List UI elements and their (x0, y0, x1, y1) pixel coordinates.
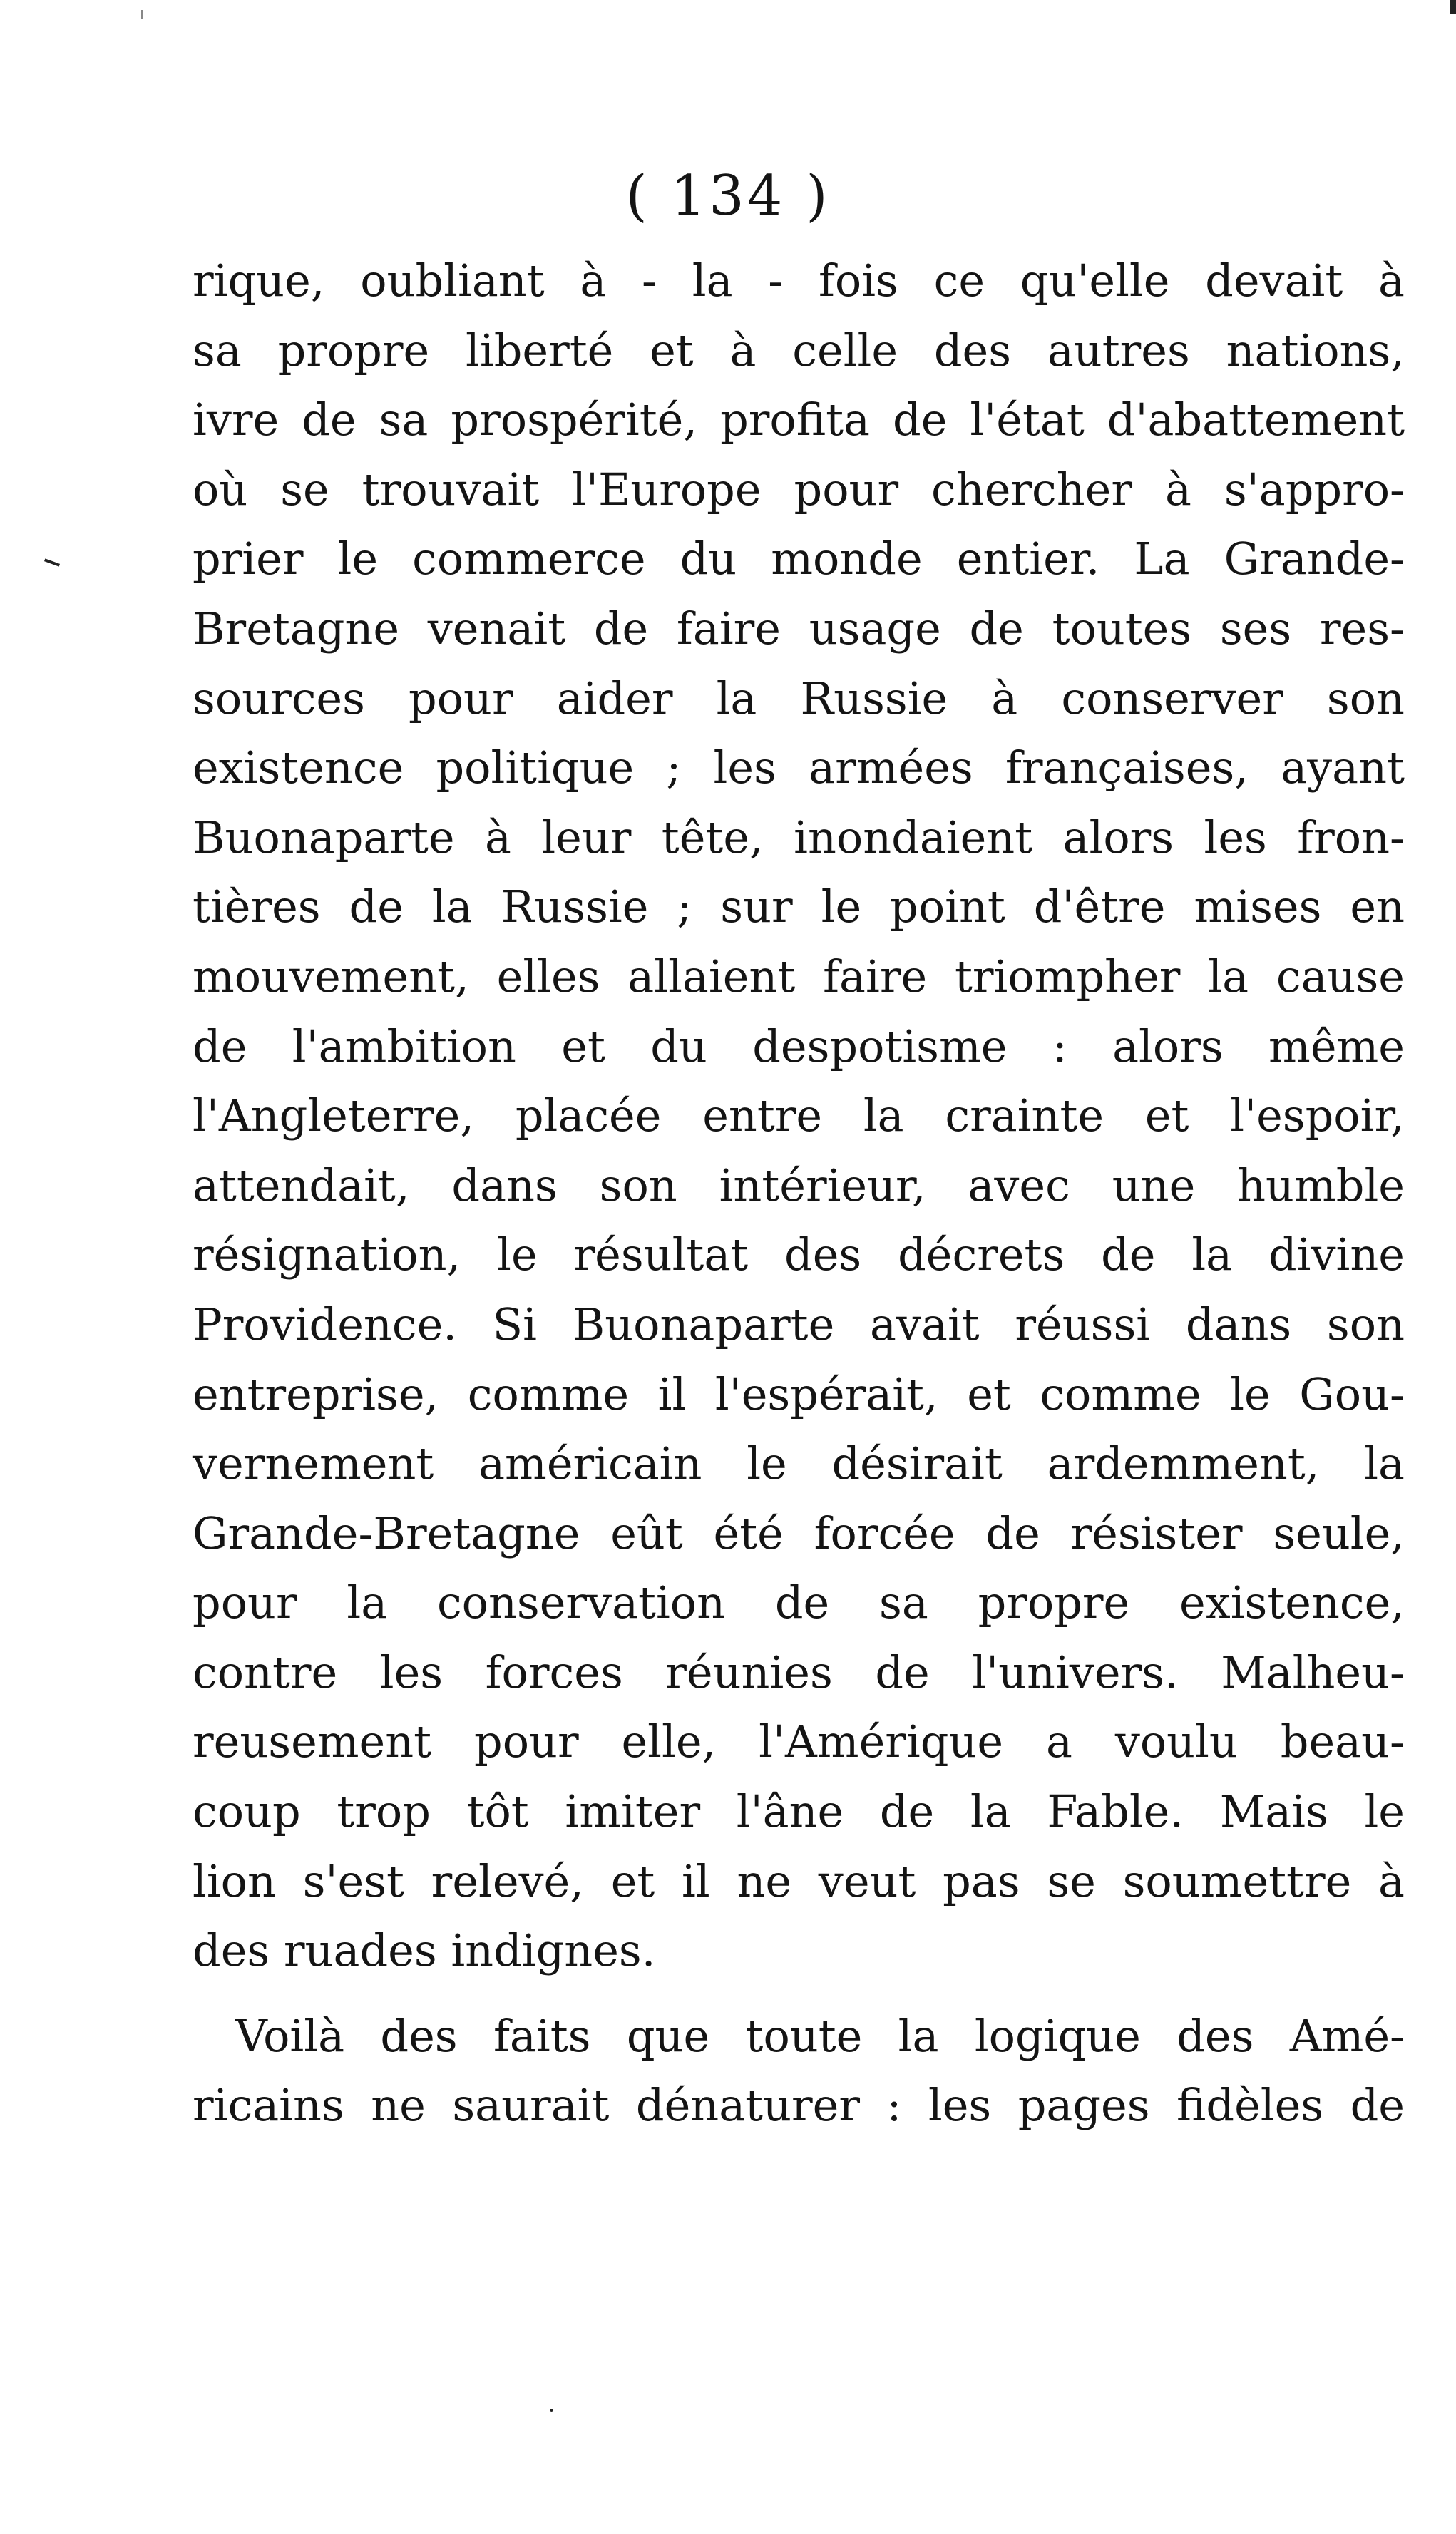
text-line: Bretagne venait de faire usage de toutes ses res- (193, 602, 1405, 655)
text-line: rique, oubliant à - la - fois ce qu'elle devait à (193, 255, 1405, 307)
text-line: existence politique ; les armées françaises, ayant (193, 742, 1405, 794)
text-line: entreprise, comme il l'espérait, et comme le Gou- (193, 1368, 1405, 1420)
text-line: Voilà des faits que toute la logique des Amé- (235, 2009, 1405, 2062)
text-line: lion s'est relevé, et il ne veut pas se soumettre à (193, 1855, 1405, 1907)
text-line: ivre de sa prospérité, profita de l'état d'abattement (193, 394, 1405, 446)
text-line: Grande-Bretagne eût été forcée de résister seule, (193, 1507, 1405, 1559)
text-line: où se trouvait l'Europe pour chercher à s'appro- (193, 463, 1405, 515)
scan-edge-mark (1450, 0, 1456, 14)
body-text (193, 246, 1405, 2140)
text-line: de l'ambition et du despotisme : alors même (193, 1020, 1405, 1072)
text-line: l'Angleterre, placée entre la crainte et l'espoir, (193, 1089, 1405, 1142)
text-line: Providence. Si Buonaparte avait réussi dans son (193, 1298, 1405, 1350)
paragraph-2 (193, 2001, 1405, 2140)
scan-speck (141, 10, 143, 19)
text-line: sa propre liberté et à celle des autres nations, (193, 324, 1405, 376)
text-line: Buonaparte à leur tête, inondaient alors les fron- (193, 811, 1405, 863)
text-line: mouvement, elles allaient faire triompher la cause (193, 950, 1405, 1002)
text-line: résignation, le résultat des décrets de la divine (193, 1228, 1405, 1281)
text-line: vernement américain le désirait ardemment, la (193, 1437, 1405, 1490)
text-line: reusement pour elle, l'Amérique a voulu beau- (193, 1715, 1405, 1768)
text-line: sources pour aider la Russie à conserver son (193, 672, 1405, 724)
page-number: ( 134 ) (625, 164, 831, 228)
text-line: des ruades indignes. (193, 1924, 656, 1977)
text-line: ricains ne saurait dénaturer : les pages fidèles de (193, 2079, 1405, 2132)
paragraph-gap (193, 1986, 1405, 2001)
text-line: tières de la Russie ; sur le point d'être mises en (193, 881, 1405, 933)
ink-dot (550, 2409, 553, 2412)
text-line: attendait, dans son intérieur, avec une humble (193, 1159, 1405, 1211)
text-line: pour la conservation de sa propre existence, (193, 1576, 1405, 1629)
paragraph-1 (193, 246, 1405, 1986)
margin-mark (44, 558, 60, 566)
text-line: contre les forces réunies de l'univers. Malheu- (193, 1646, 1405, 1698)
text-line: coup trop tôt imiter l'âne de la Fable. Mais le (193, 1785, 1405, 1838)
text-line: prier le commerce du monde entier. La Grande- (193, 533, 1405, 585)
